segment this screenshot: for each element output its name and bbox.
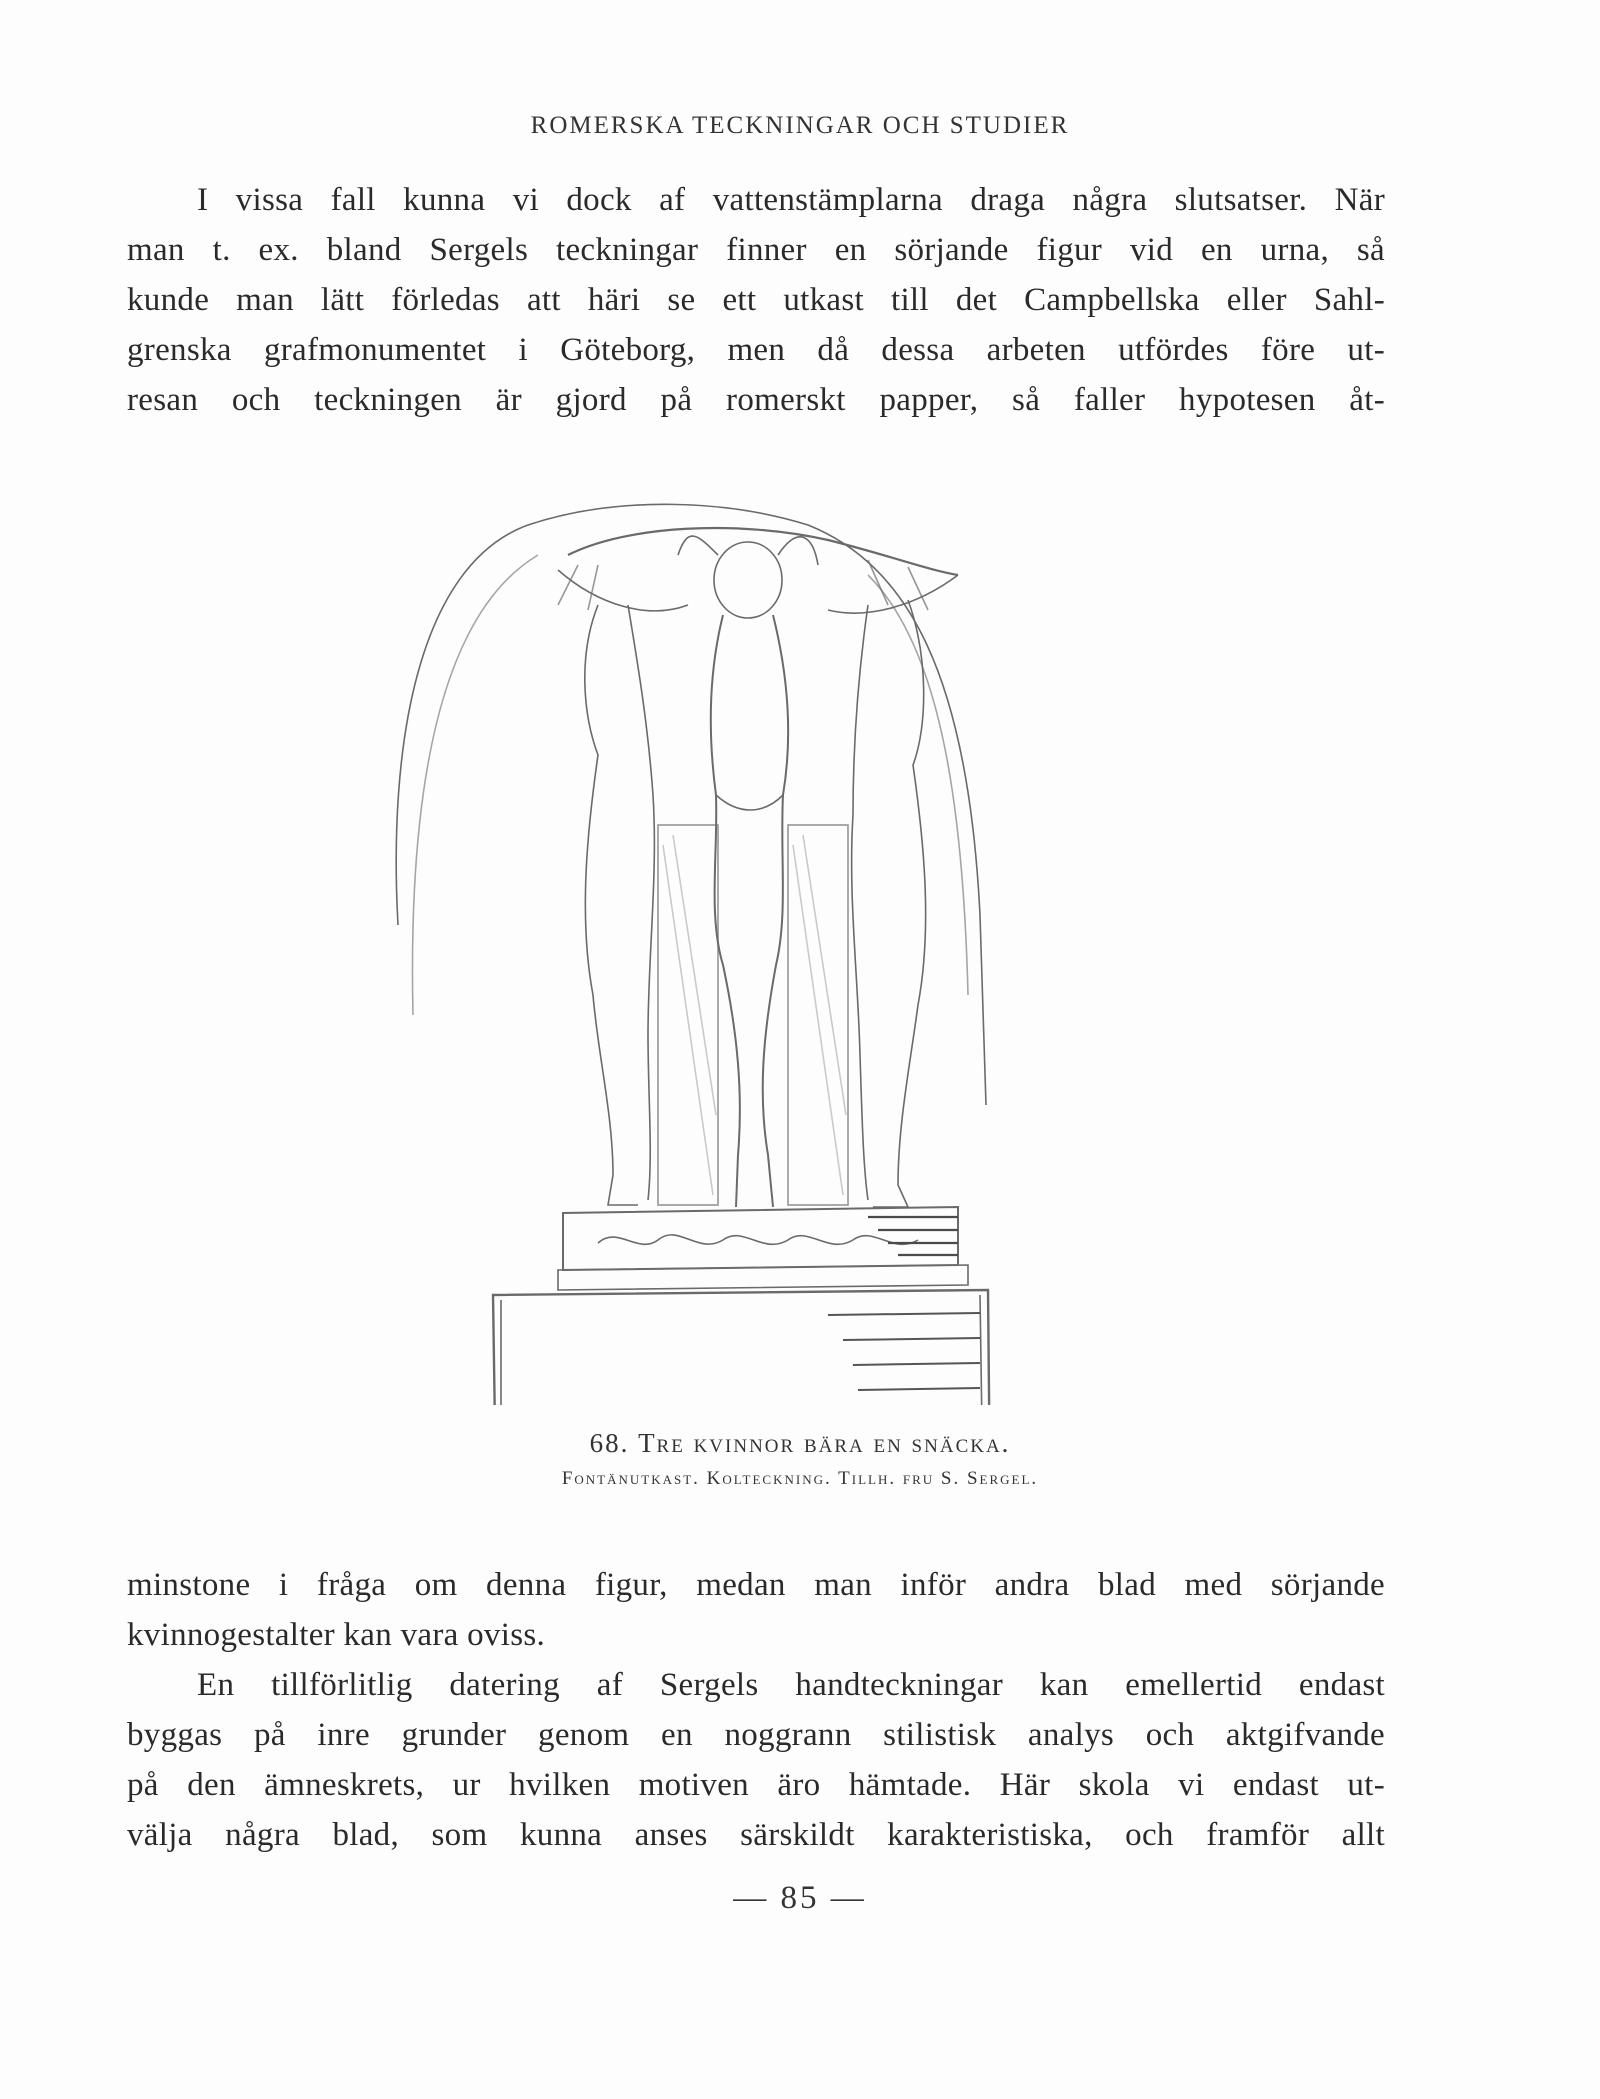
text-line: resan och teckningen är gjord på romerskt papper, så faller hypotesen åt- [127, 382, 1385, 418]
figure-caption-title [0, 1428, 1600, 1459]
text-line: En tillförlitlig datering af Sergels handteckningar kan emellertid endast [197, 1667, 1385, 1703]
text-line: minstone i fråga om denna figur, medan man inför andra blad med sörjande [127, 1567, 1385, 1603]
fountain-sketch-illustration [268, 495, 1238, 1405]
text-line: grenska grafmonumentet i Göteborg, men då dessa arbeten utfördes före ut- [127, 332, 1385, 368]
caption-title: Tre kvinnor bära en snäcka. [638, 1428, 1011, 1458]
text-line: I vissa fall kunna vi dock af vattenstämplarna draga några slutsatser. När [197, 182, 1385, 218]
text-line: kvinnogestalter kan vara oviss. [127, 1617, 546, 1653]
figure-caption-subtitle: Fontänutkast. Kolteckning. Tillh. fru S. Sergel. [561, 1468, 1039, 1489]
running-head: ROMERSKA TECKNINGAR OCH STUDIER [530, 112, 1070, 139]
body-paragraph-top [127, 175, 1385, 425]
text-line: byggas på inre grunder genom en noggrann stilistisk analys och aktgifvande [127, 1717, 1385, 1753]
text-line: välja några blad, som kunna anses särskildt karakteristiska, och framför allt [127, 1817, 1385, 1853]
text-line: man t. ex. bland Sergels teckningar finner en sörjande figur vid en urna, så [127, 232, 1385, 268]
text-line: kunde man lätt förledas att häri se ett utkast till det Campbellska eller Sahl- [127, 282, 1385, 318]
body-paragraph-bottom [127, 1560, 1385, 1660]
text-line: på den ämneskrets, ur hvilken motiven äro hämtade. Här skola vi endast ut- [127, 1767, 1385, 1803]
body-paragraph-second [127, 1660, 1385, 1860]
caption-number: 68. [589, 1428, 630, 1458]
page-number: — 85 — [733, 1880, 867, 1916]
